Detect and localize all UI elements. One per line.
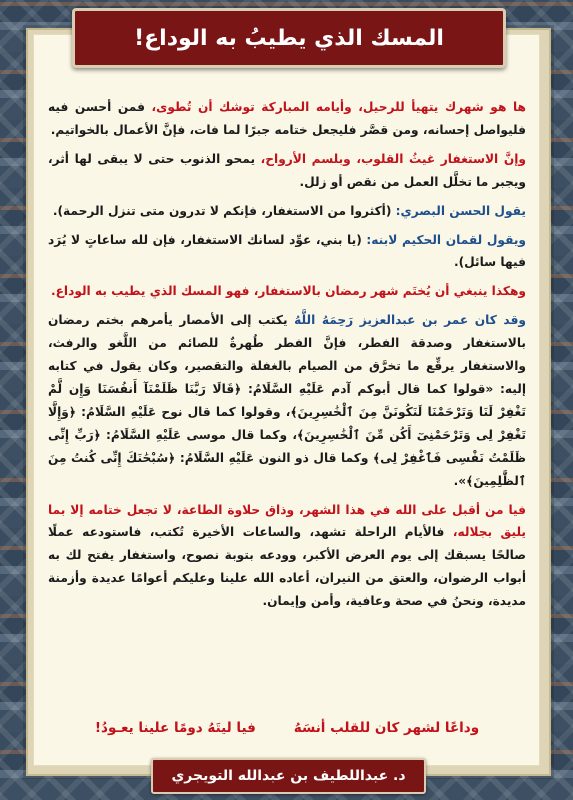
paragraph-7 bbox=[48, 499, 526, 614]
paragraph-2-highlight: وإنَّ الاستغفار غيثُ القلوب، وبلسم الأرواح، bbox=[260, 151, 526, 166]
quote-2-text: (يا بني، عوِّد لسانك الاستغفار، فإن لله ساعاتٍ لا يُرَد فيها سائل). bbox=[48, 232, 526, 270]
paragraph-2-text: يمحو الذنوب حتى لا يبقى لها أثر، ويجبر ما تخلَّل العمل من نقص أو زلل. bbox=[48, 151, 526, 189]
author-name: د. عبداللطيف بن عبدالله التويجري bbox=[171, 768, 406, 784]
title-banner bbox=[72, 8, 506, 68]
paragraph-1 bbox=[48, 96, 526, 142]
paragraph-6-text: يكتب إلى الأمصار يأمرهم بختم رمضان بالاستغفار وصدقة الفطر، فإنَّ الفطر طُهرةٌ للصائم من اللَّغو والرفث، والاستغفار يرقِّع ما تخرَّق من الصيام بالغفلة والتقصير، وكان يقول في كتابه إليه: «قولوا كما قال أبوكم آدم عَلَيْهِ السَّلَامُ: ﴿قَالَا رَبَّنَا ظَلَمْنَآ أَنفُسَنَا وَإِن لَّمْ تَغْفِرْ لَنَا وَتَرْحَمْنَا لَنَكُونَنَّ مِنَ ٱلْخَٰسِرِينَ﴾، وقولوا كما قال نوح عَلَيْهِ السَّلَامُ: ﴿وَإِلَّا تَغْفِرْ لِى وَتَرْحَمْنِىٓ أَكُن مِّنَ ٱلْخَٰسِرِينَ﴾، وكما قال موسى عَلَيْهِ السَّلَامُ: ﴿رَبِّ إِنِّى ظَلَمْتُ نَفْسِى فَٱغْفِرْ لِى﴾ وكما قال ذو النون عَلَيْهِ السَّلَامُ: ﴿سُبْحَٰنَكَ إِنِّى كُنتُ مِنَ ٱلظَّٰلِمِينَ﴾». bbox=[48, 313, 526, 488]
paragraph-7-text: فالأيام الراحلة تشهد، والساعات الأخيرة تُكتب، فاستودعه عملًا صالحًا يسبقك إلى يوم العرض الأكبر، وودعه بتوبة نصوح، واستغفار يفتح لك به أبواب الرضوان، والعتق من النيران، أعاده الله علينا وعليكم أعوامًا عديدة وأزمنة مديدة، ونحنُ في صحة وعافية، وأمن وإيمان. bbox=[48, 525, 526, 609]
paragraph-5-highlight: وهكذا ينبغي أن يُختَم شهر رمضان بالاستغفار، فهو المسك الذي يطيب به الوداع. bbox=[50, 284, 526, 299]
paragraph-6 bbox=[48, 309, 526, 492]
paragraph-1-text: فمن أحسن فيه فليواصل إحسانه، ومن قصَّر فليجعل ختامه جبرًا لما فات، فإنَّ الأعمال بالخواتيم. bbox=[48, 100, 526, 137]
quote-1-text: (أكثروا من الاستغفار، فإنكم لا تدرون متى تنزل الرحمة). bbox=[52, 203, 396, 218]
closing-verse-second-half: فيا ليتَهُ دومًا علينا يعـودُ! bbox=[94, 720, 256, 736]
paragraph-7-highlight: فيا من أقبل على الله في هذا الشهر، وذاق حلاوة الطاعة، لا تجعل ختامه إلا بما يليق بجلاله، bbox=[48, 502, 527, 540]
paragraph-2 bbox=[48, 148, 526, 194]
paragraph-5 bbox=[48, 280, 526, 303]
author-banner bbox=[151, 758, 426, 794]
article-body bbox=[48, 96, 526, 619]
quote-1-speaker: يقول الحسن البصري: bbox=[395, 203, 526, 218]
closing-verse-first-half: وداعًا لشهر كان للقلب أنسَهُ bbox=[293, 720, 480, 736]
closing-verse bbox=[48, 720, 526, 736]
paragraph-1-highlight: ها هو شهرك يتهيأ للرحيل، وأيامه المباركة توشك أن تُطوى، bbox=[151, 100, 526, 114]
paragraph-3 bbox=[48, 200, 526, 223]
page-title: المسك الذي يطيبُ به الوداع! bbox=[134, 25, 444, 51]
quote-2-speaker: ويقول لقمان الحكيم لابنه: bbox=[366, 232, 526, 247]
paragraph-4 bbox=[48, 229, 526, 275]
paragraph-6-highlight: وقد كان عمر بن عبدالعزيز رَحِمَهُ اللَّهُ bbox=[294, 313, 526, 328]
